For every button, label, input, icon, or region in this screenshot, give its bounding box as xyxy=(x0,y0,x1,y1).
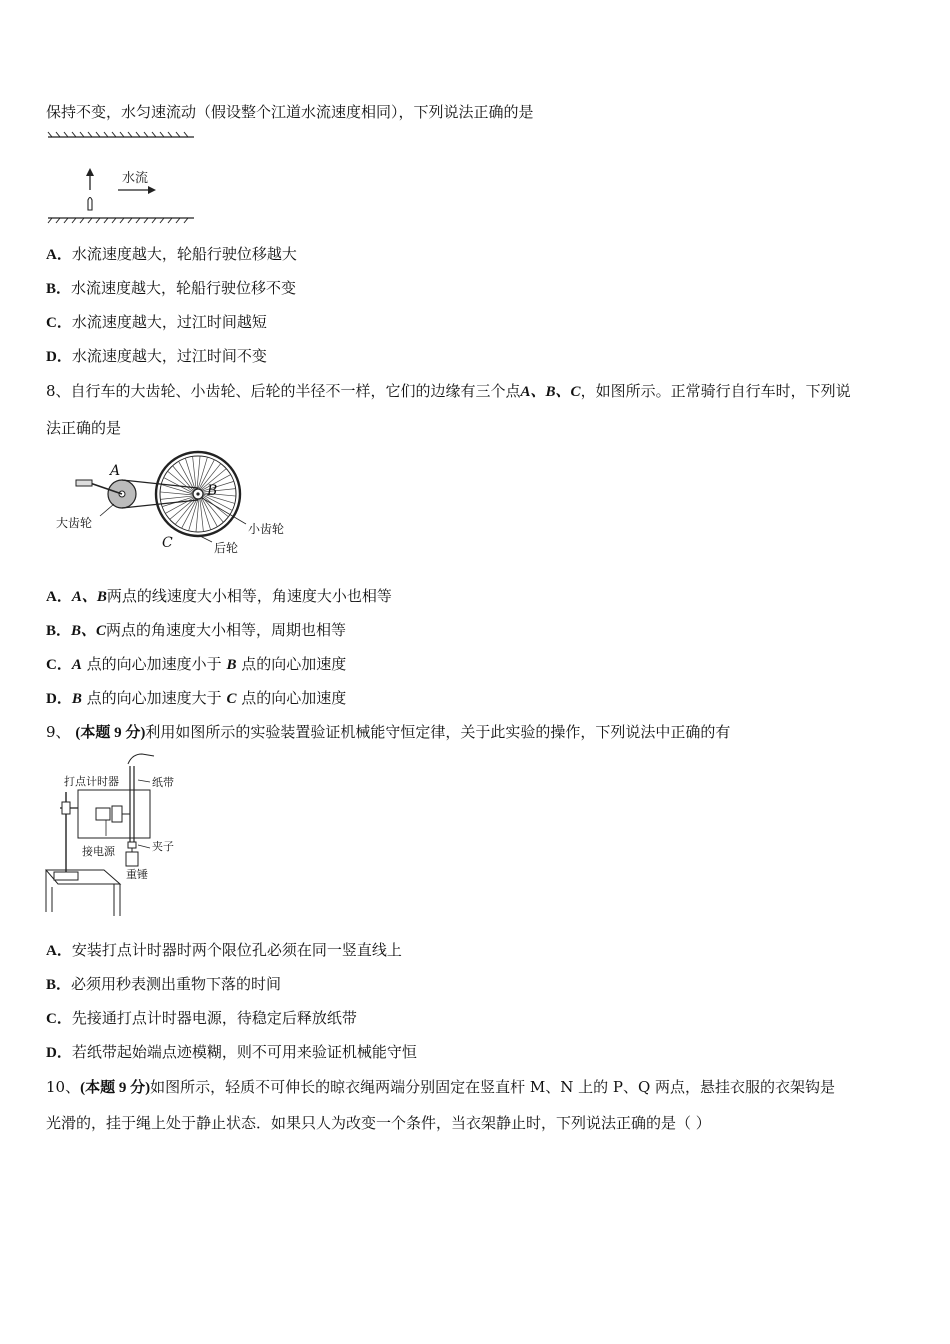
label-big-gear: 大齿轮 xyxy=(56,516,93,530)
wheel-spoke xyxy=(185,458,195,490)
q9-option-a: A．安装打点计时器时两个限位孔必须在同一竖直线上 xyxy=(46,941,402,959)
timer-board xyxy=(78,790,150,838)
flow-arrow xyxy=(118,186,156,194)
label-power: 接电源 xyxy=(82,845,115,858)
q10-stem-line2: 光滑的，挂于绳上处于静止状态．如果只人为改变一个条件，当衣架静止时，下列说法正确的是（ ） xyxy=(46,1114,711,1132)
q8-option-b: B．B、C两点的角速度大小相等，周期也相等 xyxy=(46,621,347,639)
river-diagram xyxy=(46,132,198,228)
free-fall-apparatus-diagram xyxy=(46,752,206,920)
label-rear-wheel: 后轮 xyxy=(214,541,239,555)
rear-wheel xyxy=(156,452,240,536)
q7-option-d: D．水流速度越大，过江时间不变 xyxy=(46,347,267,365)
q8-option-a: A．A、B两点的线速度大小相等，角速度大小也相等 xyxy=(46,587,392,605)
label-timer: 打点计时器 xyxy=(64,775,119,788)
hand-icon xyxy=(128,754,154,764)
label-tape: 纸带 xyxy=(152,776,174,789)
q8-option-d: D．B 点的向心加速度大于 C 点的向心加速度 xyxy=(46,689,347,707)
bicycle-diagram xyxy=(50,450,300,560)
wheel-spoke xyxy=(200,499,203,532)
q7-option-c: C．水流速度越大，过江时间越短 xyxy=(46,313,267,331)
q9-option-c: C．先接通打点计时器电源，待稳定后释放纸带 xyxy=(46,1009,357,1027)
clip-weight xyxy=(126,842,138,866)
label-weight: 重锤 xyxy=(126,868,148,881)
label-clip: 夹子 xyxy=(152,840,174,853)
q10-stem-line1: 10、(本题 9 分)如图所示，轻质不可伸长的晾衣绳两端分别固定在竖直杆 M、N 上的 P、Q 两点，悬挂衣服的衣架钩是 xyxy=(46,1078,836,1096)
q8-option-c: C．A 点的向心加速度小于 B 点的向心加速度 xyxy=(46,655,347,673)
wheel-spoke xyxy=(193,456,196,489)
q8-stem-line1: 8、自行车的大齿轮、小齿轮、后轮的半径不一样，它们的边缘有三个点A、B、C，如图所示。正常骑行自行车时，下列说 xyxy=(46,382,851,400)
label-b: B xyxy=(207,483,218,499)
boat-icon xyxy=(88,198,92,211)
q8-stem-line2: 法正确的是 xyxy=(46,419,122,437)
q9-option-b: B．必须用秒表测出重物下落的时间 xyxy=(46,975,282,993)
q7-option-a: A．水流速度越大，轮船行驶位移越大 xyxy=(46,245,297,263)
label-small-gear: 小齿轮 xyxy=(248,522,285,536)
q9-stem: 9、 (本题 9 分)利用如图所示的实验装置验证机械能守恒定律，关于此实验的操作，下列说法中正确的有 xyxy=(46,723,731,741)
label-c: C xyxy=(162,535,173,551)
wheel-spoke xyxy=(201,498,211,530)
label-a: A xyxy=(110,463,121,479)
wheel-spoke xyxy=(160,496,193,499)
boat-direction-arrow xyxy=(86,168,94,190)
q9-option-d: D．若纸带起始端点迹模糊，则不可用来验证机械能守恒 xyxy=(46,1043,417,1061)
stand xyxy=(54,792,80,880)
q7-option-b: B．水流速度越大，轮船行驶位移不变 xyxy=(46,279,297,297)
q7-intro: 保持不变，水匀速流动（假设整个江道水流速度相同），下列说法正确的是 xyxy=(46,103,534,121)
flow-label: 水流 xyxy=(122,171,149,186)
